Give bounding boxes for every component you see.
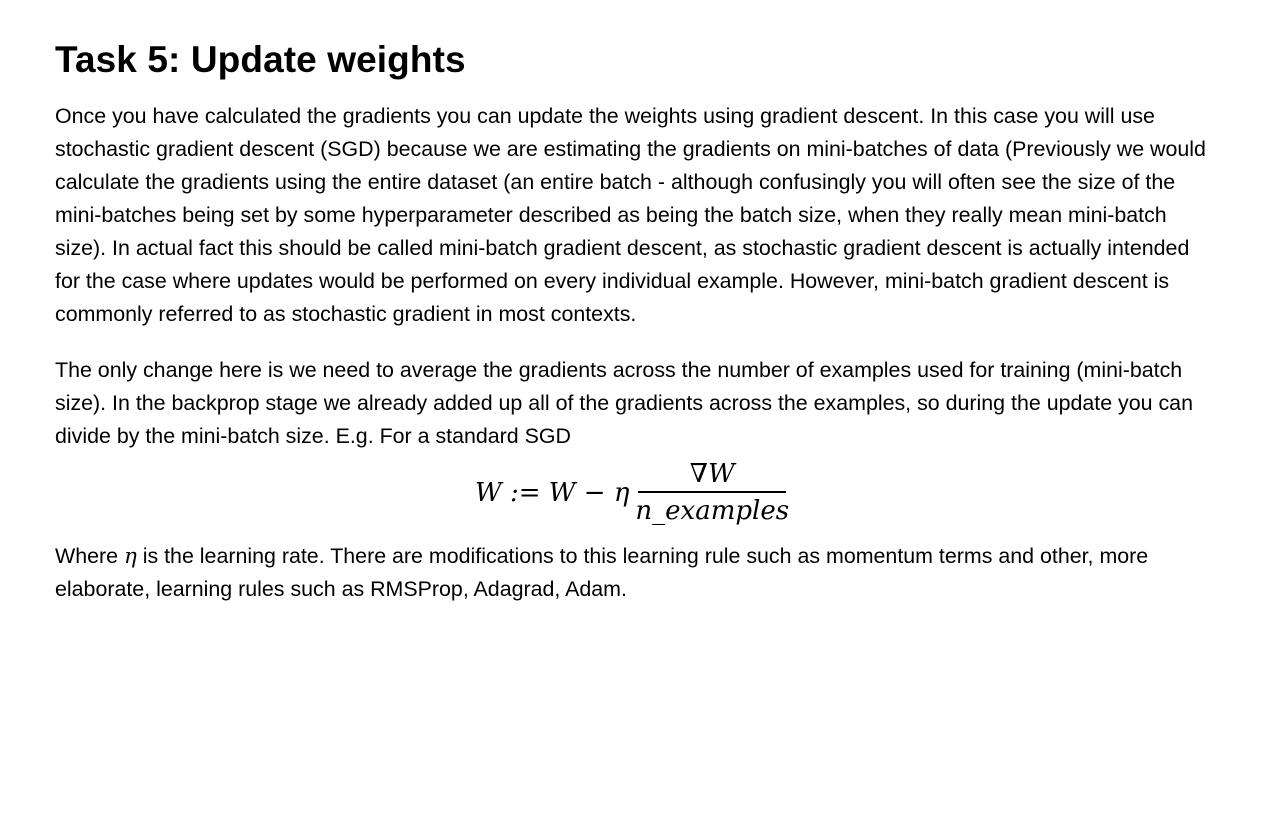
equation-numerator: ∇W bbox=[689, 459, 735, 489]
paragraph-learning-rate-after: is the learning rate. There are modifications to this learning rule such as momentum terms and other, more elaborate, learning rules such as RMSProp, Adagrad, Adam. bbox=[55, 544, 1149, 601]
equation-fraction bbox=[631, 459, 793, 527]
equation-denominator: n_examples bbox=[635, 496, 790, 526]
equation-lhs: W := W − η bbox=[475, 478, 630, 508]
paragraph-average-gradients: The only change here is we need to average the gradients across the number of examples used for training (mini-batch size). In the backprop stage we already added up all of the gradients across the examples, so during the update you can divide by the mini-batch size. E.g. For a standard SGD bbox=[55, 358, 1193, 448]
update-rule-equation bbox=[55, 453, 1215, 533]
paragraph-learning-rate-before: Where bbox=[55, 544, 124, 568]
document-page bbox=[55, 0, 1215, 606]
equation-body bbox=[475, 453, 793, 533]
paragraph-learning-rate bbox=[55, 540, 1215, 606]
eta-symbol: η bbox=[123, 544, 137, 569]
page-title: Task 5: Update weights bbox=[55, 39, 466, 80]
paragraph-sgd-intro: Once you have calculated the gradients you can update the weights using gradient descent. In this case you will use stochastic gradient descent (SGD) because we are estimating the gradients on mini-batches of data (Previously we would calculate the gradients using the entire dataset (an entire batch - although confusingly you will often see the size of the mini-batches being set by some hyperparameter described as being the batch size, when they really mean mini-batch size). In actual fact this should be called mini-batch gradient descent, as stochastic gradient descent is actually intended for the case where updates would be performed on every individual example. However, mini-batch gradient descent is commonly referred to as stochastic gradient in most contexts. bbox=[55, 104, 1206, 326]
